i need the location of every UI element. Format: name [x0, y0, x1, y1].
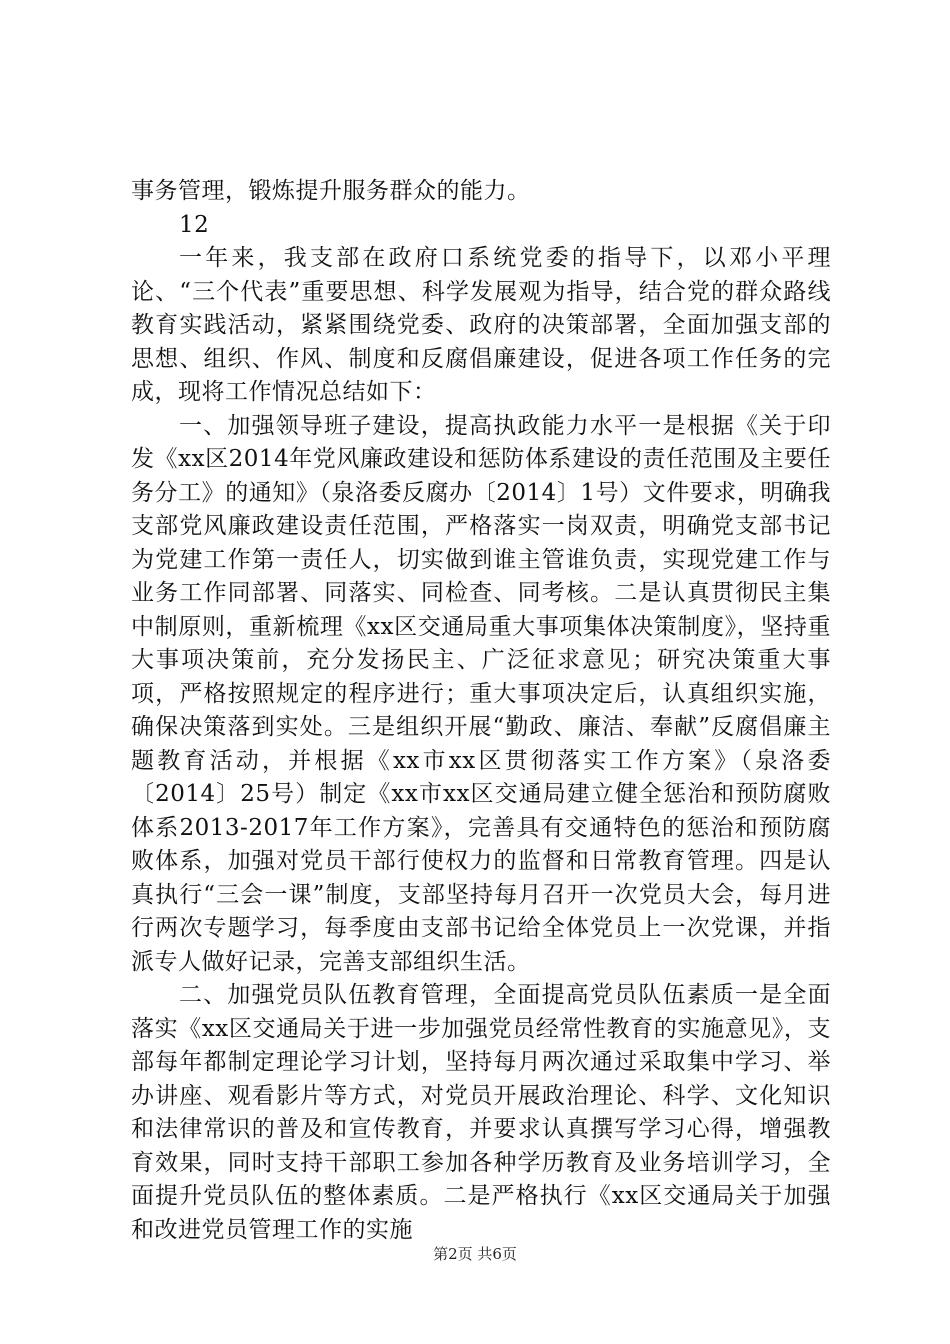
paragraph-intro: 一年来，我支部在政府口系统党委的指导下，以邓小平理论、“三个代表”重要思想、科学发展观为指导，结合党的群众路线教育实践活动，紧紧围绕党委、政府的决策部署，全面加强支部的思想、组织、作风、制度和反腐倡廉建设，促进各项工作任务的完成，现将工作情况总结如下：	[131, 245, 831, 405]
page-footer	[0, 1244, 950, 1264]
paragraph-section-two: 二、加强党员队伍教育管理，全面提高党员队伍素质一是全面落实《xx区交通局关于进一步加强党员经常性教育的实施意见》，支部每年都制定理论学习计划，坚持每月两次通过采取集中学习、举办讲座、观看影片等方式，对党员开展政治理论、科学、文化知识和法律常识的普及和宣传教育，并要求认真撰写学习心得，增强教育效果，同时支持干部职工参加各种学历教育及业务培训学习，全面提升党员队伍的整体素质。二是严格执行《xx区交通局关于加强和改进党员管理工作的实施	[131, 982, 831, 1243]
paragraph-continuation: 事务管理，锻炼提升服务群众的能力。	[131, 178, 531, 204]
document-body	[131, 175, 831, 1247]
paragraph-section-one: 一、加强领导班子建设，提高执政能力水平一是根据《关于印发《xx区2014年党风廉政建设和惩防体系建设的责任范围及主要任务分工》的通知》（泉洛委反腐办〔2014〕1号）文件要求，明确我支部党风廉政建设责任范围，严格落实一岗双责，明确党支部书记为党建工作第一责任人，切实做到谁主管谁负责，实现党建工作与业务工作同部署、同落实、同检查、同考核。二是认真贯彻民主集中制原则，重新梳理《xx区交通局重大事项集体决策制度》，坚持重大事项决策前，充分发扬民主、广泛征求意见；研究决策重大事项，严格按照规定的程序进行；重大事项决定后，认真组织实施，确保决策落到实处。三是组织开展“勤政、廉洁、奉献”反腐倡廉主题教育活动，并根据《xx市xx区贯彻落实工作方案》（泉洛委〔2014〕25号）制定《xx市xx区交通局建立健全惩治和预防腐败体系2013-2017年工作方案》，完善具有交通特色的惩治和预防腐败体系，加强对党员干部行使权力的监督和日常教育管理。四是认真执行“三会一课”制度，支部坚持每月召开一次党员大会，每月进行两次专题学习，每季度由支部书记给全体党员上一次党课，并指派专人做好记录，完善支部组织生活。	[131, 412, 831, 975]
page-number-label: 第2页 共6页	[433, 1245, 517, 1263]
stray-number-line: 12	[179, 211, 210, 238]
